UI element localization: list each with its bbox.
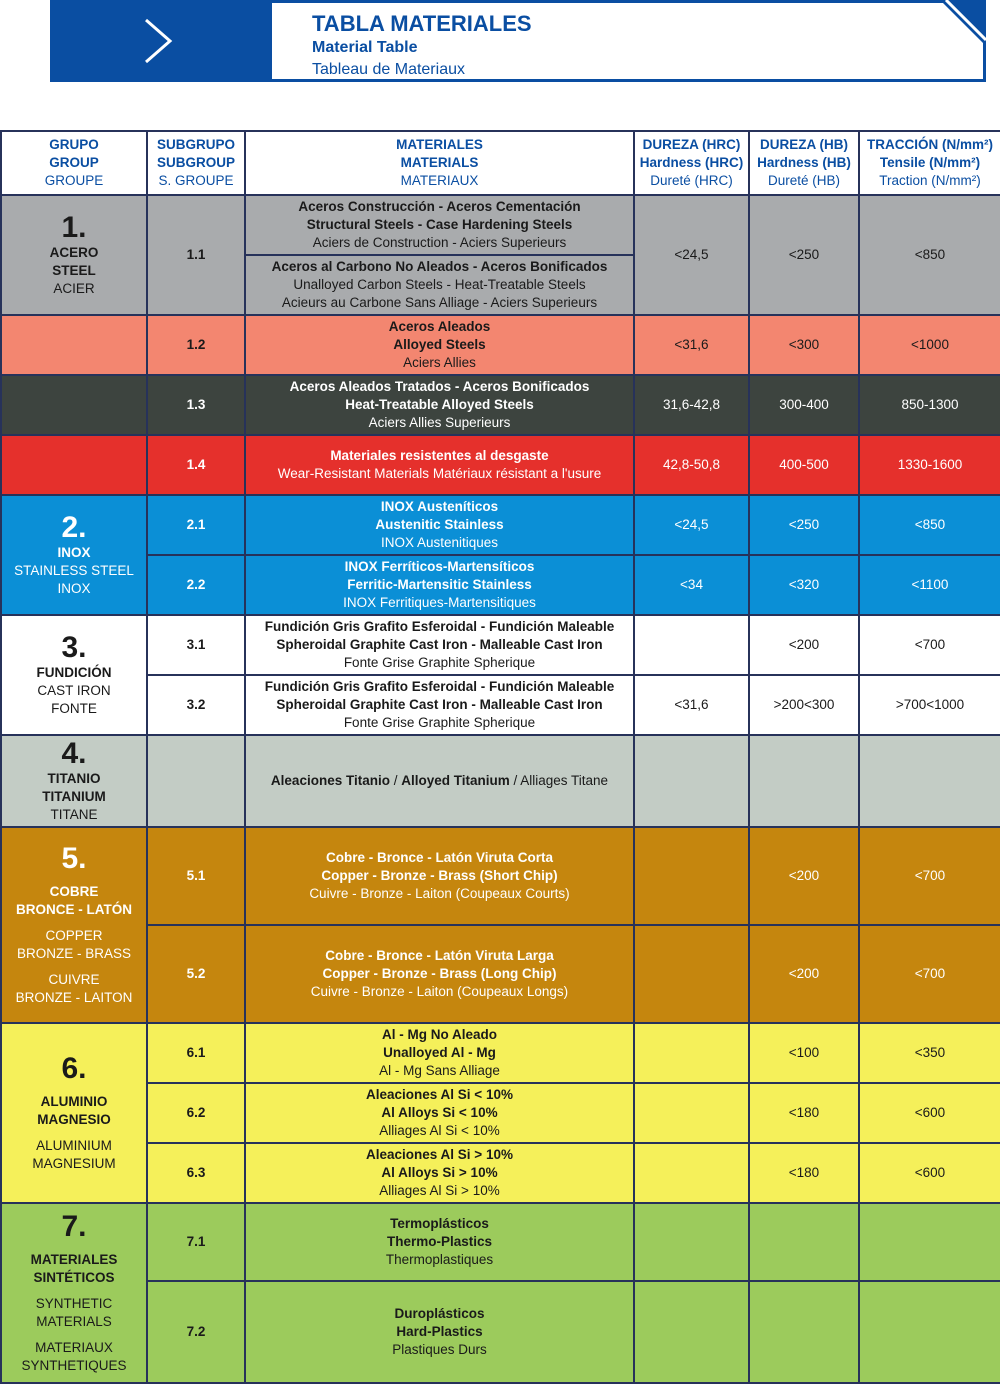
hrc-cell: <24,5 xyxy=(634,495,749,555)
header-banner xyxy=(50,0,986,82)
table-row xyxy=(1,675,1000,735)
table-row xyxy=(1,1023,1000,1083)
col-header-hb: DUREZA (HB) Hardness (HB) Dureté (HB) xyxy=(749,131,859,195)
hrc-cell xyxy=(634,1203,749,1281)
hrc-cell: <31,6 xyxy=(634,315,749,375)
tensile-cell: <350 xyxy=(859,1023,1000,1083)
material-cell: Fundición Gris Grafito Esferoidal - Fundición Maleable Spheroidal Graphite Cast Iron - Malleable Cast Iron Fonte Grise Graphite Spherique xyxy=(245,675,634,735)
hrc-cell: 31,6-42,8 xyxy=(634,375,749,435)
material-cell: Aceros Aleados Tratados - Aceros Bonificados Heat-Treatable Alloyed Steels Aciers Allies Superieurs xyxy=(245,375,634,435)
hrc-cell xyxy=(634,735,749,827)
table-row xyxy=(1,1143,1000,1203)
material-cell: Aleaciones Al Si < 10% Al Alloys Si < 10% Alliages Al Si < 10% xyxy=(245,1083,634,1143)
hb-cell: <320 xyxy=(749,555,859,615)
group-cell-2: 2. INOX STAINLESS STEEL INOX xyxy=(1,495,147,615)
table-row xyxy=(1,555,1000,615)
hrc-cell: <34 xyxy=(634,555,749,615)
material-cell: INOX Ferríticos-Martensíticos Ferritic-Martensitic Stainless INOX Ferritiques-Martensitiques xyxy=(245,555,634,615)
subgroup-cell: 1.3 xyxy=(147,375,245,435)
group-cell-empty xyxy=(1,435,147,495)
subgroup-cell: 1.4 xyxy=(147,435,245,495)
page-subtitle-fr: Tableau de Materiaux xyxy=(312,61,465,78)
col-header-materials: MATERIALES MATERIALS MATERIAUX xyxy=(245,131,634,195)
table-row xyxy=(1,495,1000,555)
hb-cell: <100 xyxy=(749,1023,859,1083)
hb-cell: <180 xyxy=(749,1143,859,1203)
subgroup-cell: 5.2 xyxy=(147,925,245,1023)
col-header-tensile: TRACCIÓN (N/mm²) Tensile (N/mm²) Traction (N/mm²) xyxy=(859,131,1000,195)
material-cell: Al - Mg No Aleado Unalloyed Al - Mg Al - Mg Sans Alliage xyxy=(245,1023,634,1083)
tensile-cell: <700 xyxy=(859,925,1000,1023)
material-cell: Aleaciones Al Si > 10% Al Alloys Si > 10% Alliages Al Si > 10% xyxy=(245,1143,634,1203)
subgroup-cell xyxy=(147,735,245,827)
tensile-cell: 1330-1600 xyxy=(859,435,1000,495)
hrc-cell xyxy=(634,1281,749,1383)
hb-cell: <250 xyxy=(749,195,859,315)
tensile-cell: <1100 xyxy=(859,555,1000,615)
corner-triangle-icon xyxy=(940,0,986,46)
table-row xyxy=(1,735,1000,827)
table-row xyxy=(1,195,1000,255)
table-row xyxy=(1,435,1000,495)
page-title: TABLA MATERIALES xyxy=(312,11,532,36)
subgroup-cell: 1.2 xyxy=(147,315,245,375)
hrc-cell xyxy=(634,925,749,1023)
group-cell-6: 6. ALUMINIO MAGNESIO ALUMINIUM MAGNESIUM xyxy=(1,1023,147,1203)
material-cell: Aceros Aleados Alloyed Steels Aciers Allies xyxy=(245,315,634,375)
material-cell: Aleaciones Titanio / Alloyed Titanium / Alliages Titane xyxy=(245,735,634,827)
tensile-cell xyxy=(859,1281,1000,1383)
table-header-row xyxy=(1,131,1000,195)
subgroup-cell: 6.1 xyxy=(147,1023,245,1083)
hb-cell: 300-400 xyxy=(749,375,859,435)
material-cell: Fundición Gris Grafito Esferoidal - Fundición Maleable Spheroidal Graphite Cast Iron - Malleable Cast Iron Fonte Grise Graphite Spherique xyxy=(245,615,634,675)
hrc-cell xyxy=(634,827,749,925)
hb-cell: 400-500 xyxy=(749,435,859,495)
hrc-cell: <24,5 xyxy=(634,195,749,315)
hrc-cell xyxy=(634,1083,749,1143)
subgroup-cell: 1.1 xyxy=(147,195,245,315)
hb-cell: <200 xyxy=(749,615,859,675)
hb-cell: <180 xyxy=(749,1083,859,1143)
table-row xyxy=(1,925,1000,1023)
hb-cell: >200<300 xyxy=(749,675,859,735)
group-cell-4: 4. TITANIO TITANIUM TITANE xyxy=(1,735,147,827)
material-cell: Termoplásticos Thermo-Plastics Thermoplastiques xyxy=(245,1203,634,1281)
subgroup-cell: 3.2 xyxy=(147,675,245,735)
group-cell-1: 1. ACERO STEEL ACIER xyxy=(1,195,147,315)
hrc-cell: 42,8-50,8 xyxy=(634,435,749,495)
hb-cell: <200 xyxy=(749,827,859,925)
subgroup-cell: 5.1 xyxy=(147,827,245,925)
group-cell-empty xyxy=(1,315,147,375)
tensile-cell xyxy=(859,1203,1000,1281)
table-row xyxy=(1,1203,1000,1281)
hb-cell: <200 xyxy=(749,925,859,1023)
material-cell: Cobre - Bronce - Latón Viruta Larga Copper - Bronze - Brass (Long Chip) Cuivre - Bronze - Laiton (Coupeaux Longs) xyxy=(245,925,634,1023)
col-header-hrc: DUREZA (HRC) Hardness (HRC) Dureté (HRC) xyxy=(634,131,749,195)
table-row xyxy=(1,1083,1000,1143)
hrc-cell xyxy=(634,615,749,675)
material-cell: Aceros Construcción - Aceros Cementación Structural Steels - Case Hardening Steels Aciers de Construction - Aciers Superieurs xyxy=(245,195,634,255)
subgroup-cell: 6.2 xyxy=(147,1083,245,1143)
group-cell-empty xyxy=(1,375,147,435)
subgroup-cell: 3.1 xyxy=(147,615,245,675)
table-row xyxy=(1,615,1000,675)
hb-cell xyxy=(749,1281,859,1383)
subgroup-cell: 7.1 xyxy=(147,1203,245,1281)
chevron-right-icon xyxy=(144,18,174,64)
tensile-cell: <700 xyxy=(859,827,1000,925)
banner-title-box xyxy=(272,0,986,82)
material-cell: Cobre - Bronce - Latón Viruta Corta Copper - Bronze - Brass (Short Chip) Cuivre - Bronze - Laiton (Coupeaux Courts) xyxy=(245,827,634,925)
tensile-cell: <600 xyxy=(859,1143,1000,1203)
hrc-cell xyxy=(634,1143,749,1203)
tensile-cell: <600 xyxy=(859,1083,1000,1143)
col-header-group: GRUPO GROUP GROUPE xyxy=(1,131,147,195)
material-cell: Materiales resistentes al desgaste Wear-Resistant Materials Matériaux résistant a l'usure xyxy=(245,435,634,495)
material-cell: Duroplásticos Hard-Plastics Plastiques Durs xyxy=(245,1281,634,1383)
material-cell: Aceros al Carbono No Aleados - Aceros Bonificados Unalloyed Carbon Steels - Heat-Treatable Steels Acieurs au Carbone Sans Alliage - Aciers Superieurs xyxy=(245,255,634,315)
table-row xyxy=(1,315,1000,375)
subgroup-cell: 2.2 xyxy=(147,555,245,615)
subgroup-cell: 6.3 xyxy=(147,1143,245,1203)
banner-accent-block xyxy=(50,0,272,82)
hb-cell xyxy=(749,735,859,827)
tensile-cell: 850-1300 xyxy=(859,375,1000,435)
hrc-cell xyxy=(634,1023,749,1083)
table-row xyxy=(1,1281,1000,1383)
tensile-cell: >700<1000 xyxy=(859,675,1000,735)
tensile-cell: <850 xyxy=(859,195,1000,315)
table-row xyxy=(1,375,1000,435)
group-cell-7: 7. MATERIALES SINTÉTICOS SYNTHETIC MATERIALS MATERIAUX SYNTHETIQUES xyxy=(1,1203,147,1383)
hb-cell xyxy=(749,1203,859,1281)
materials-table xyxy=(0,130,1000,1384)
hb-cell: <300 xyxy=(749,315,859,375)
tensile-cell xyxy=(859,735,1000,827)
page-subtitle-en: Material Table xyxy=(312,39,418,56)
subgroup-cell: 2.1 xyxy=(147,495,245,555)
tensile-cell: <850 xyxy=(859,495,1000,555)
col-header-subgroup: SUBGRUPO SUBGROUP S. GROUPE xyxy=(147,131,245,195)
table-row xyxy=(1,827,1000,925)
tensile-cell: <700 xyxy=(859,615,1000,675)
group-cell-3: 3. FUNDICIÓN CAST IRON FONTE xyxy=(1,615,147,735)
group-cell-5: 5. COBRE BRONCE - LATÓN COPPER BRONZE - BRASS CUIVRE BRONZE - LAITON xyxy=(1,827,147,1023)
material-cell: INOX Austeníticos Austenitic Stainless INOX Austenitiques xyxy=(245,495,634,555)
subgroup-cell: 7.2 xyxy=(147,1281,245,1383)
hb-cell: <250 xyxy=(749,495,859,555)
tensile-cell: <1000 xyxy=(859,315,1000,375)
hrc-cell: <31,6 xyxy=(634,675,749,735)
